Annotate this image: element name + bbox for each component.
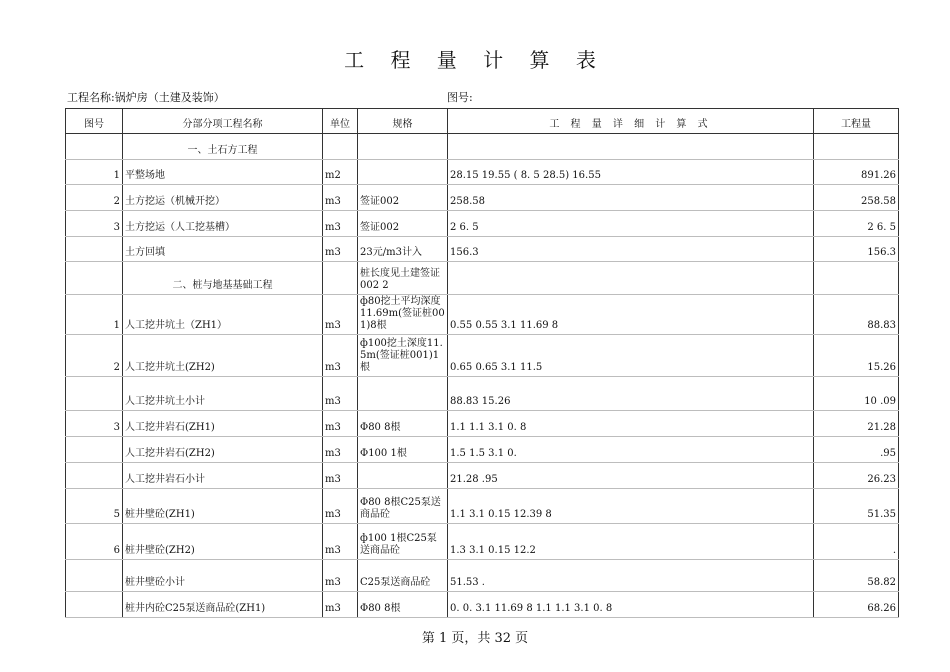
- row-number: 6: [66, 524, 123, 560]
- page-footer: 第 1 页，共 32 页: [421, 631, 529, 646]
- table-row: [66, 560, 899, 592]
- row-quantity: 15.26: [814, 335, 899, 377]
- row-quantity: [814, 262, 899, 295]
- row-item-name: 人工挖井坑土(ZH2): [123, 335, 323, 377]
- row-formula: 21.28 .95: [448, 463, 814, 489]
- row-formula: 258.58: [448, 185, 814, 211]
- table-row: [66, 592, 899, 618]
- row-formula: 1.1 1.1 3.1 0. 8: [448, 411, 814, 437]
- row-item-name: 人工挖井坑土（ZH1）: [123, 295, 323, 335]
- row-formula: 28.15 19.55 ( 8. 5 28.5) 16.55: [448, 160, 814, 185]
- row-number: 3: [66, 211, 123, 237]
- row-formula: 2 6. 5: [448, 211, 814, 237]
- header-formula: 工 程 量 详 细 计 算 式: [448, 109, 814, 134]
- row-spec: Φ100 1根: [358, 437, 448, 463]
- row-unit: m3: [323, 237, 358, 262]
- header-qty: 工程量: [814, 109, 899, 134]
- row-item-name: 桩井壁砼(ZH2): [123, 524, 323, 560]
- row-quantity: 156.3: [814, 237, 899, 262]
- row-quantity: 891.26: [814, 160, 899, 185]
- table-row: [66, 211, 899, 237]
- row-quantity: .: [814, 524, 899, 560]
- header-name: 分部分项工程名称: [123, 109, 323, 134]
- table-row: [66, 295, 899, 335]
- row-formula: 1.5 1.5 3.1 0.: [448, 437, 814, 463]
- table-row: [66, 262, 899, 295]
- row-unit: m3: [323, 335, 358, 377]
- row-number: 1: [66, 295, 123, 335]
- row-spec: [358, 160, 448, 185]
- header-no: 图号: [66, 109, 123, 134]
- row-number: [66, 560, 123, 592]
- table-row: [66, 160, 899, 185]
- row-item-name: 人工挖井坑土小计: [123, 377, 323, 411]
- row-spec: C25泵送商品砼: [358, 560, 448, 592]
- row-item-name: 土方挖运（机械开挖）: [123, 185, 323, 211]
- row-quantity: 58.82: [814, 560, 899, 592]
- table-row: [66, 463, 899, 489]
- row-formula: 0.65 0.65 3.1 11.5: [448, 335, 814, 377]
- row-quantity: .95: [814, 437, 899, 463]
- row-item-name: 土方挖运（人工挖基槽）: [123, 211, 323, 237]
- row-spec: ф100 1根C25泵送商品砼: [358, 524, 448, 560]
- table-row: [66, 377, 899, 411]
- row-number: 5: [66, 489, 123, 524]
- header-spec: 规格: [358, 109, 448, 134]
- row-spec: 桩长度见土建签证002 2: [358, 262, 448, 295]
- row-number: 2: [66, 185, 123, 211]
- row-formula: 0.55 0.55 3.1 11.69 8: [448, 295, 814, 335]
- row-item-name: 人工挖井岩石小计: [123, 463, 323, 489]
- table-row: [66, 489, 899, 524]
- row-formula: 51.53 .: [448, 560, 814, 592]
- row-number: 1: [66, 160, 123, 185]
- row-spec: ф80挖土平均深度11.69m(签证桩001)8根: [358, 295, 448, 335]
- row-item-name: 人工挖井岩石(ZH2): [123, 437, 323, 463]
- page-title: 工 程 量 计 算 表: [344, 48, 606, 72]
- row-formula: 88.83 15.26: [448, 377, 814, 411]
- table-row: [66, 134, 899, 160]
- row-unit: m3: [323, 211, 358, 237]
- row-unit: m3: [323, 411, 358, 437]
- header-row: [66, 109, 899, 134]
- row-unit: m3: [323, 592, 358, 618]
- row-unit: [323, 262, 358, 295]
- row-number: 3: [66, 411, 123, 437]
- row-formula: [448, 262, 814, 295]
- header-unit: 单位: [323, 109, 358, 134]
- row-formula: 1.3 3.1 0.15 12.2: [448, 524, 814, 560]
- row-unit: m3: [323, 560, 358, 592]
- row-quantity: 51.35: [814, 489, 899, 524]
- row-quantity: 21.28: [814, 411, 899, 437]
- drawing-number: 图号:: [447, 91, 473, 104]
- row-item-name: 桩井壁砼(ZH1): [123, 489, 323, 524]
- row-spec: 签证002: [358, 211, 448, 237]
- row-spec: 23元/m3计入: [358, 237, 448, 262]
- row-item-name: 桩井壁砼小计: [123, 560, 323, 592]
- row-formula: 156.3: [448, 237, 814, 262]
- row-quantity: 88.83: [814, 295, 899, 335]
- row-item-name: 人工挖井岩石(ZH1): [123, 411, 323, 437]
- row-unit: m3: [323, 463, 358, 489]
- row-spec: Φ80 8根: [358, 411, 448, 437]
- project-name: 工程名称:锅炉房（土建及装饰）: [67, 91, 225, 104]
- row-unit: m3: [323, 295, 358, 335]
- row-number: [66, 463, 123, 489]
- row-spec: 签证002: [358, 185, 448, 211]
- row-unit: m3: [323, 524, 358, 560]
- row-unit: m3: [323, 489, 358, 524]
- row-unit: m3: [323, 185, 358, 211]
- table-row: [66, 335, 899, 377]
- row-quantity: 258.58: [814, 185, 899, 211]
- row-number: [66, 262, 123, 295]
- row-spec: [358, 463, 448, 489]
- row-quantity: 68.26: [814, 592, 899, 618]
- row-formula: 0. 0. 3.1 11.69 8 1.1 1.1 3.1 0. 8: [448, 592, 814, 618]
- row-item-name: 二、桩与地基基础工程: [123, 262, 323, 295]
- row-quantity: [814, 134, 899, 160]
- row-spec: [358, 134, 448, 160]
- table-row: [66, 411, 899, 437]
- row-spec: Φ80 8根C25泵送商品砼: [358, 489, 448, 524]
- row-number: [66, 437, 123, 463]
- row-spec: [358, 377, 448, 411]
- row-number: [66, 377, 123, 411]
- table-row: [66, 437, 899, 463]
- table-row: [66, 524, 899, 560]
- row-item-name: 桩井内砼C25泵送商品砼(ZH1): [123, 592, 323, 618]
- row-quantity: 26.23: [814, 463, 899, 489]
- table-row: [66, 185, 899, 211]
- row-formula: 1.1 3.1 0.15 12.39 8: [448, 489, 814, 524]
- row-item-name: 一、土石方工程: [123, 134, 323, 160]
- quantity-table: [65, 108, 899, 618]
- row-number: [66, 592, 123, 618]
- row-formula: [448, 134, 814, 160]
- row-item-name: 土方回填: [123, 237, 323, 262]
- row-unit: [323, 134, 358, 160]
- row-unit: m3: [323, 437, 358, 463]
- row-quantity: 2 6. 5: [814, 211, 899, 237]
- row-number: 2: [66, 335, 123, 377]
- row-number: [66, 134, 123, 160]
- row-number: [66, 237, 123, 262]
- row-unit: m2: [323, 160, 358, 185]
- row-spec: Φ80 8根: [358, 592, 448, 618]
- row-quantity: 10 .09: [814, 377, 899, 411]
- table-row: [66, 237, 899, 262]
- row-spec: ф100挖土深度11.5m(签证桩001)1根: [358, 335, 448, 377]
- row-unit: m3: [323, 377, 358, 411]
- row-item-name: 平整场地: [123, 160, 323, 185]
